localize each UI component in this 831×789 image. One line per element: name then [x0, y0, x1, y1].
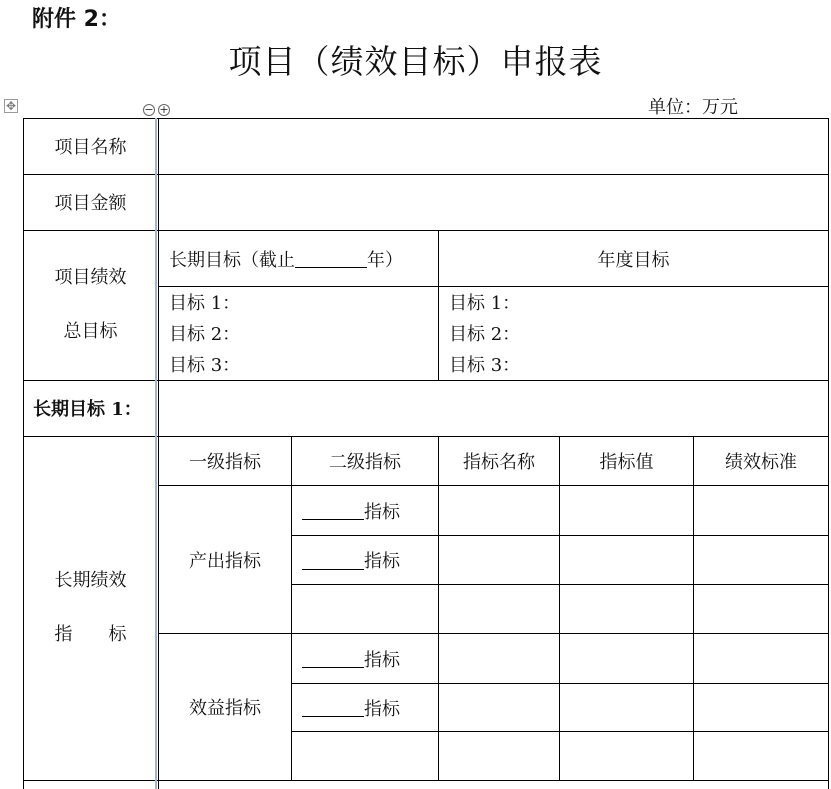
year-blank[interactable]	[295, 249, 367, 268]
blank[interactable]	[302, 649, 364, 668]
indicator-suffix: 指标	[364, 551, 400, 572]
long-term-indicators-line1: 长期绩效	[54, 570, 127, 591]
project-name-field[interactable]	[159, 119, 828, 174]
project-amount-label: 项目金额	[54, 193, 127, 214]
attachment-label: 附件 2：	[32, 7, 121, 32]
plus-icon[interactable]: +	[159, 103, 169, 116]
move-handle-icon[interactable]: ✥	[5, 99, 17, 113]
level2-benefit-1[interactable]	[292, 634, 438, 683]
minus-icon[interactable]: −	[144, 103, 154, 116]
long-term-goal-1-label: 长期目标 1：	[33, 399, 142, 420]
list-item: 目标 2：	[449, 323, 521, 345]
overall-goal-line1: 项目绩效	[54, 267, 127, 288]
unit-label: 单位：万元	[648, 97, 738, 118]
level1-benefit: 效益指标	[189, 698, 261, 719]
header-performance-standard: 绩效标准	[725, 452, 797, 473]
indicator-suffix: 指标	[364, 501, 400, 523]
project-name-label: 项目名称	[54, 137, 127, 158]
long-term-goal-suffix: 年）	[367, 249, 403, 271]
header-indicator-name: 指标名称	[463, 452, 535, 473]
list-item: 目标 3：	[449, 354, 521, 376]
header-level2: 二级指标	[329, 452, 401, 473]
level2-output-2[interactable]	[292, 536, 438, 584]
overall-goal-line2: 总目标	[63, 321, 118, 342]
annual-goal-header: 年度目标	[597, 249, 670, 271]
list-item: 目标 3：	[169, 354, 241, 376]
long-term-goal-1-field[interactable]	[159, 381, 828, 436]
annual-goals-list[interactable]	[439, 288, 828, 380]
overall-goal-label	[23, 230, 158, 380]
list-item: 目标 1：	[449, 292, 521, 314]
long-term-indicators-label	[23, 436, 158, 780]
header-indicator-value: 指标值	[599, 452, 654, 473]
blank[interactable]	[302, 551, 364, 570]
long-term-indicators-line2: 指 标	[54, 624, 127, 645]
long-term-goals-list[interactable]	[159, 288, 438, 380]
list-item: 目标 2：	[169, 323, 241, 345]
long-term-goal-header	[159, 231, 438, 286]
level2-output-1[interactable]	[292, 486, 438, 535]
project-amount-field[interactable]	[159, 175, 828, 230]
list-item: 目标 1：	[169, 292, 241, 314]
header-level1: 一级指标	[189, 452, 261, 473]
long-term-goal-prefix: 长期目标（截止	[169, 249, 295, 271]
level1-output: 产出指标	[189, 550, 261, 572]
indicator-suffix: 指标	[364, 698, 400, 720]
page-title: 项目（绩效目标）申报表	[228, 42, 603, 81]
level2-benefit-2[interactable]	[292, 684, 438, 731]
blank[interactable]	[302, 698, 364, 717]
blank[interactable]	[302, 501, 364, 520]
indicator-suffix: 指标	[364, 649, 400, 671]
